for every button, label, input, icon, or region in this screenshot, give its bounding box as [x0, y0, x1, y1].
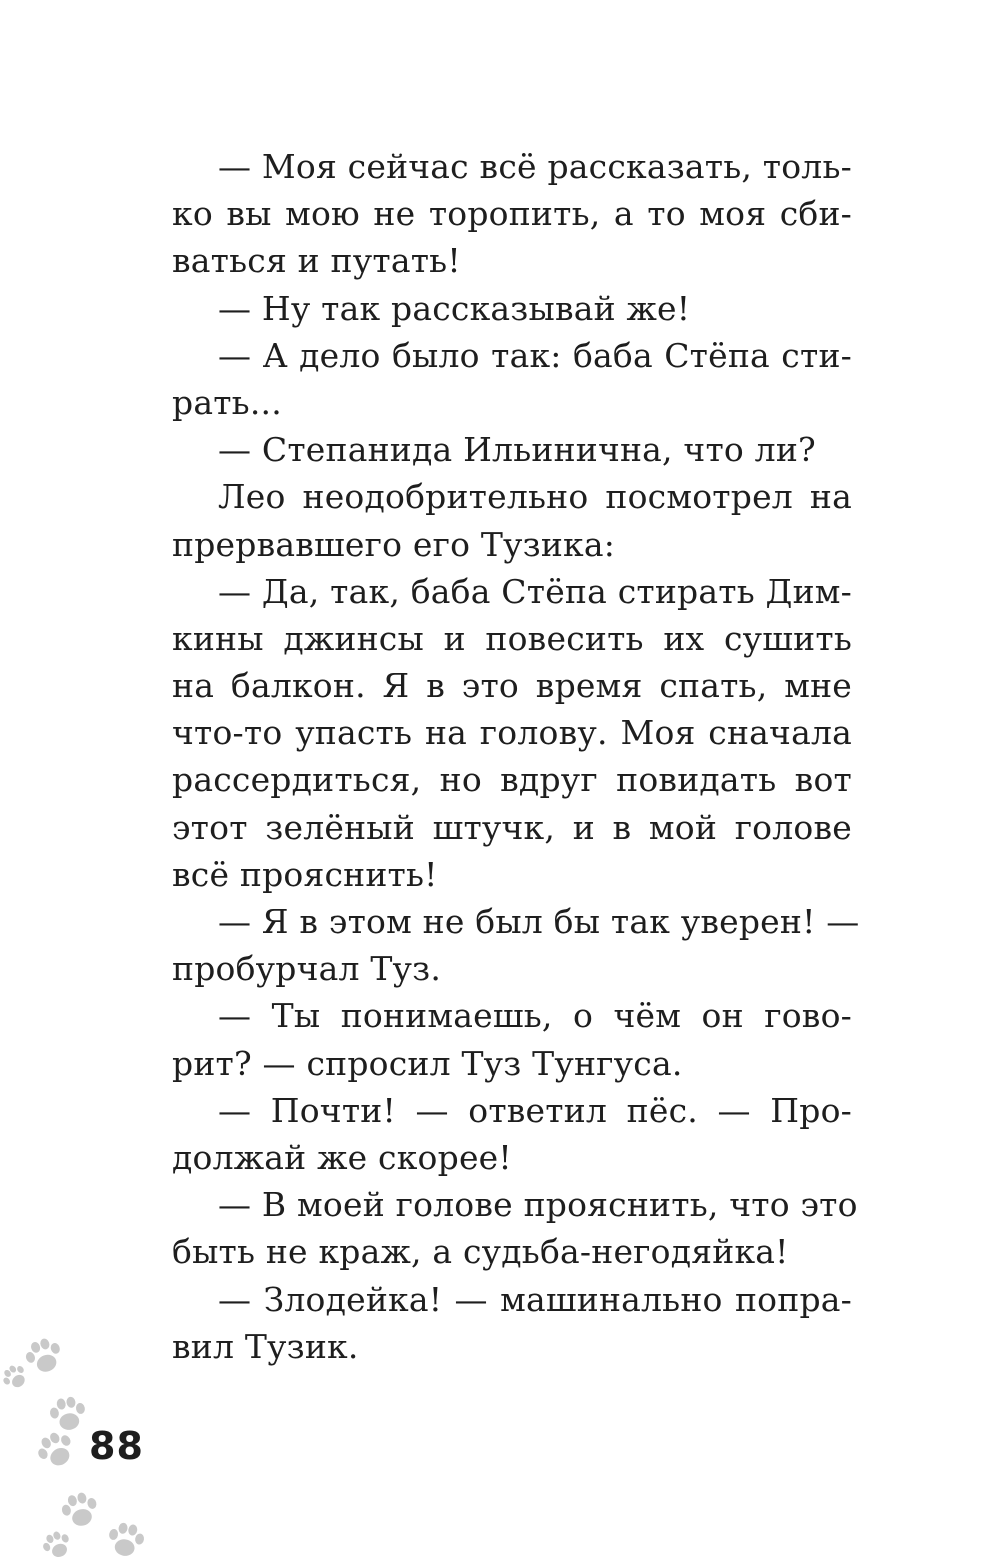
- text-line: — Ты понимаешь, о чём он гово-: [218, 996, 852, 1036]
- text-line: — Я в этом не был бы так уверен! —: [218, 902, 860, 941]
- text-line: пробурчал Туз.: [172, 949, 442, 989]
- text-line: вил Тузик.: [172, 1326, 359, 1366]
- text-line: прервавшего его Тузика:: [172, 524, 616, 564]
- text-line: кины джинсы и повесить их сушить: [172, 618, 852, 658]
- text-line: — А дело было так: баба Стёпа сти-: [218, 335, 852, 375]
- text-line: — Почти! — ответил пёс. — Про-: [218, 1090, 852, 1130]
- text-line: — Злодейка! — машинально попра-: [218, 1279, 852, 1319]
- text-line: рит? — спросил Туз Тунгуса.: [172, 1043, 683, 1083]
- text-line: должай же скорее!: [172, 1137, 512, 1177]
- text-line: — Ну так рассказывай же!: [218, 288, 691, 328]
- text-line: — Степанида Ильинична, что ли?: [218, 430, 816, 470]
- text-line: ваться и путать!: [172, 241, 461, 281]
- paw-print-icon: [101, 1515, 152, 1566]
- text-line: Лео неодобрительно посмотрел на: [218, 477, 852, 517]
- page-number: 88: [89, 1424, 144, 1468]
- text-line: — В моей голове прояснить, что это: [218, 1185, 858, 1225]
- text-line: — Да, так, баба Стёпа стирать Дим-: [218, 571, 852, 611]
- text-line: что-то упасть на голову. Моя сначала: [172, 713, 852, 753]
- text-line: этот зелёный штучк, и в мой голове: [172, 807, 852, 847]
- text-line: ко вы мою не торопить, а то моя сби-: [172, 194, 852, 234]
- text-line: всё прояснить!: [172, 854, 438, 894]
- body-text: [172, 143, 860, 1370]
- text-line: на балкон. Я в это время спать, мне: [172, 666, 852, 706]
- text-line: рассердиться, но вдруг повидать вот: [172, 760, 852, 800]
- text-line: — Моя сейчас всё рассказать, толь-: [218, 147, 852, 186]
- text-line: рать...: [172, 382, 282, 422]
- text-line: быть не краж, а судьба-негодяйка!: [172, 1232, 789, 1272]
